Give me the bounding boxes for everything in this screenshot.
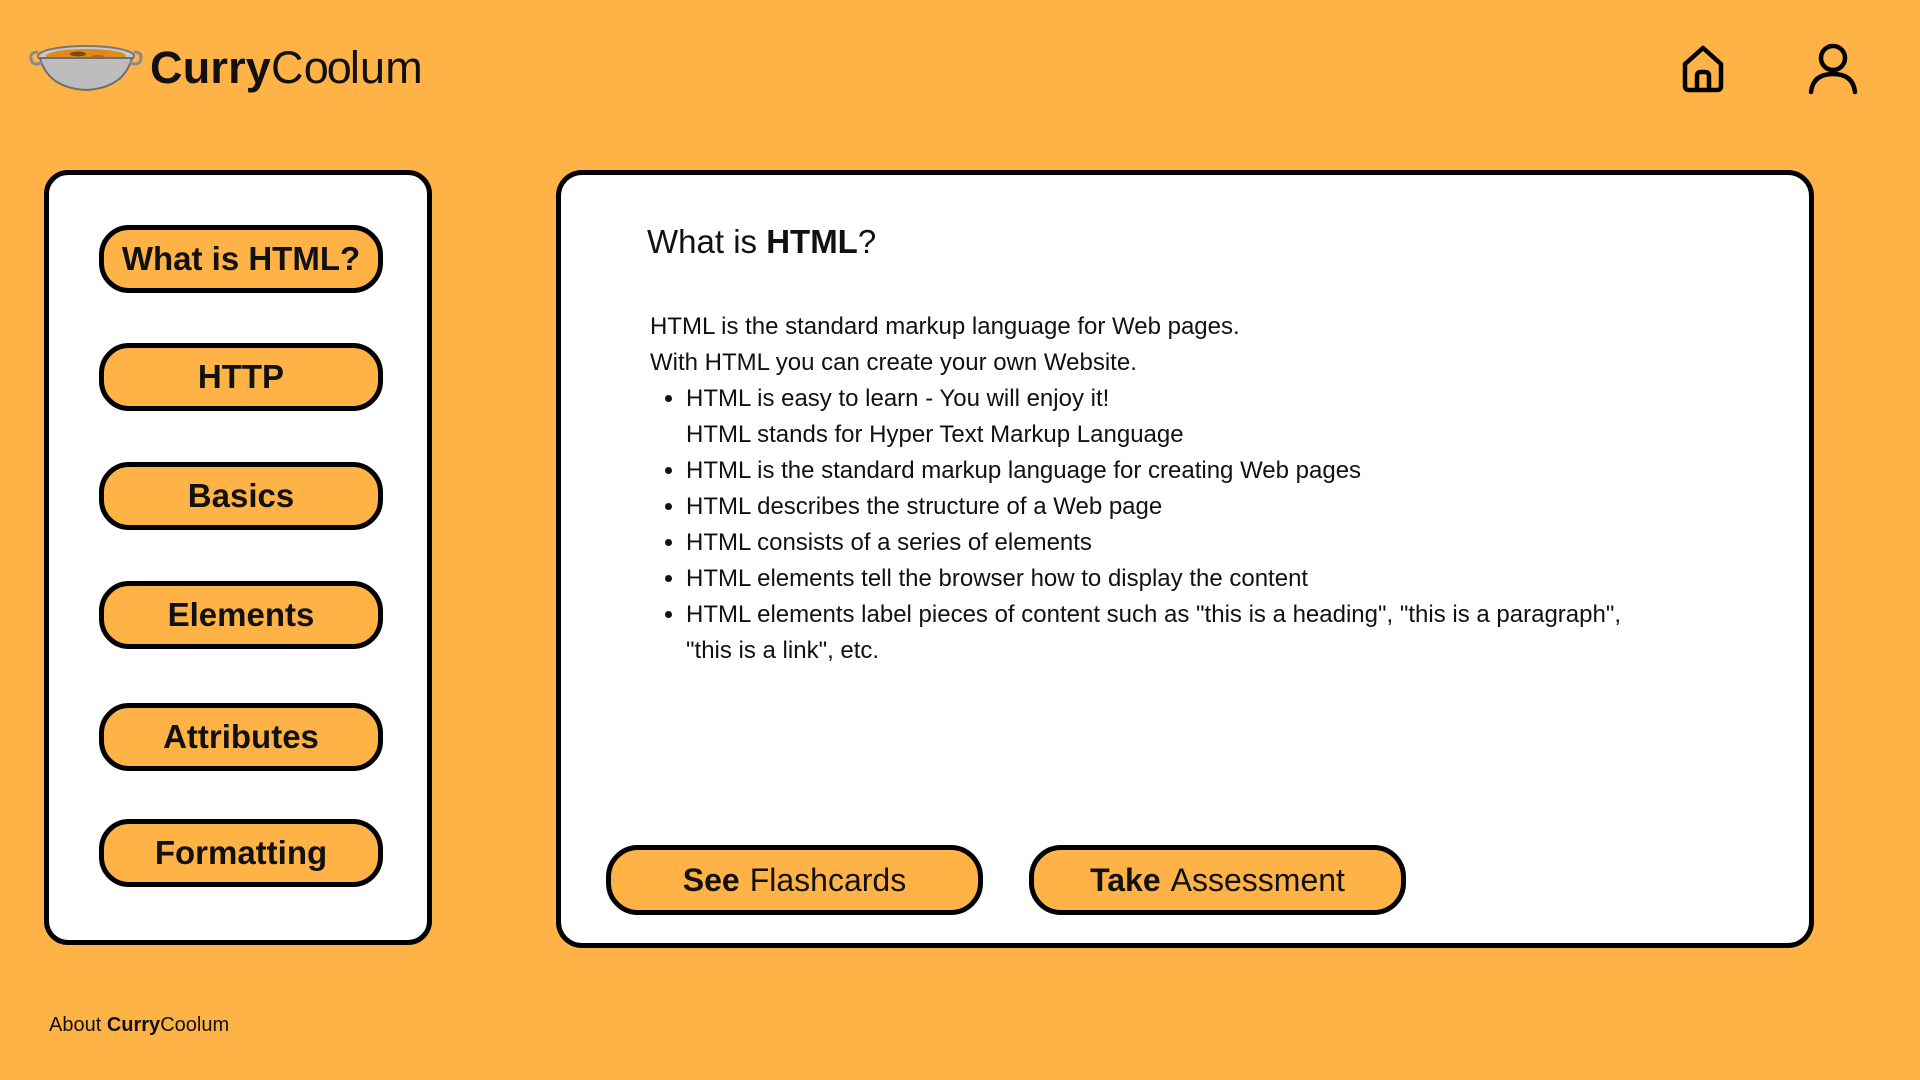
paragraph: With HTML you can create your own Website.: [650, 349, 1137, 376]
user-icon[interactable]: [1805, 40, 1861, 96]
paragraph: HTML is the standard markup language for Web pages.: [650, 313, 1240, 340]
list-item: • HTML is easy to learn - You will enjoy it!: [686, 381, 1650, 417]
assessment-label: Assessment: [1170, 861, 1345, 898]
lesson-panel: [556, 170, 1814, 948]
lesson-content: [650, 309, 1650, 669]
assessment-bold: Take: [1090, 861, 1161, 898]
curry-pot-icon: [28, 38, 144, 98]
home-icon[interactable]: [1675, 40, 1731, 96]
title-suffix: ?: [857, 223, 877, 260]
sidebar-item-label: Attributes: [163, 718, 319, 755]
list-item: HTML stands for Hyper Text Markup Language: [686, 421, 1184, 448]
about-prefix: About: [49, 1014, 107, 1036]
bullet-list: [650, 381, 1650, 669]
list-item: • HTML elements label pieces of content such as "this is a heading", "this is a paragraph", "this is a link", etc.: [686, 597, 1650, 669]
sidebar-item-label: HTTP: [197, 358, 285, 395]
sidebar-item-label: Elements: [167, 596, 315, 633]
sidebar-item-attributes[interactable]: [99, 703, 383, 771]
brand-c: C: [271, 42, 304, 93]
topics-sidebar: [44, 170, 432, 945]
sidebar-item-formatting[interactable]: [99, 819, 383, 887]
logo[interactable]: [28, 38, 423, 98]
title-bold: HTML: [766, 223, 858, 260]
about-link[interactable]: [49, 1014, 229, 1037]
flashcards-bold: See: [682, 861, 740, 898]
sidebar-item-label: What is HTML?: [121, 240, 361, 277]
flashcards-label: Flashcards: [749, 861, 907, 898]
sidebar-item-elements[interactable]: [99, 581, 383, 649]
brand-bold: Curry: [150, 42, 272, 93]
brand-oo: oo: [303, 42, 350, 93]
sidebar-item-label: Basics: [187, 477, 295, 514]
about-rest: Coolum: [160, 1014, 230, 1036]
list-item: • HTML consists of a series of elements: [686, 525, 1650, 561]
sidebar-item-basics[interactable]: [99, 462, 383, 530]
page-title: [647, 223, 876, 261]
take-assessment-button[interactable]: [1029, 845, 1406, 915]
list-item: • HTML is the standard markup language for creating Web pages: [686, 453, 1650, 489]
sidebar-item-what-is-html[interactable]: [99, 225, 383, 293]
list-item: • HTML elements tell the browser how to display the content: [686, 561, 1650, 597]
brand-name: [150, 42, 423, 94]
brand-lum: lum: [349, 42, 423, 93]
sidebar-item-label: Formatting: [154, 834, 328, 871]
see-flashcards-button[interactable]: [606, 845, 983, 915]
sidebar-item-http[interactable]: [99, 343, 383, 411]
title-prefix: What is: [647, 223, 767, 260]
about-bold: Curry: [106, 1014, 161, 1036]
list-item: • HTML describes the structure of a Web page: [686, 489, 1650, 525]
